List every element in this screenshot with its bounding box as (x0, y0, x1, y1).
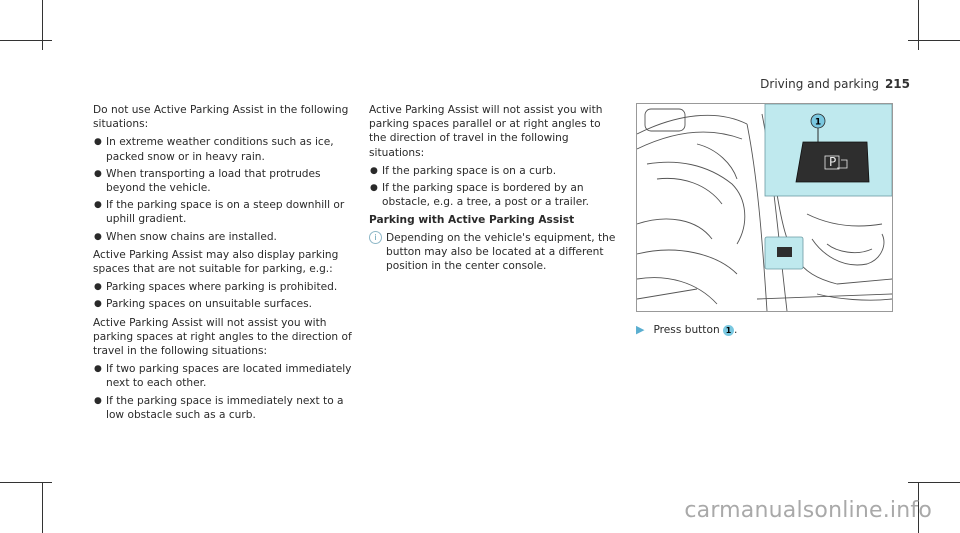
crop-mark (42, 0, 43, 50)
paragraph: Active Parking Assist will not assist you with parking spaces parallel or at right angles to the direction of travel in the following situations: (369, 104, 603, 159)
list-item: ● When transporting a load that protrudes beyond the vehicle. (94, 167, 321, 195)
section-title: Driving and parking (760, 77, 879, 91)
page-number: 215 (884, 77, 910, 91)
crop-mark (908, 482, 960, 483)
section-heading: Parking with Active Parking Assist (369, 214, 575, 227)
info-note (369, 231, 621, 274)
callout-number: 1 (814, 117, 822, 128)
play-arrow-icon: ▶ (636, 323, 645, 336)
list-item: ● If the parking space is on a curb. (370, 164, 557, 177)
bullet-icon: ● (94, 137, 102, 148)
watermark: carmanualsonline.info (684, 498, 932, 523)
center-console-illustration (636, 103, 893, 312)
list-item: ● If the parking space is immediately next to a low obstacle such as a curb. (94, 394, 344, 421)
list-item: ● When snow chains are installed. (94, 230, 277, 243)
bullet-icon: ● (94, 299, 102, 310)
bullet-icon: ● (94, 395, 102, 406)
right-angle-list (93, 362, 353, 422)
crop-mark (918, 0, 919, 50)
bullet-icon: ● (94, 168, 102, 179)
situations-list (93, 135, 353, 243)
note-text: Depending on the vehicle's equipment, the button may also be located at a different position in the center console. (386, 231, 616, 273)
bullet-icon: ● (370, 183, 378, 194)
list-item: ● If the parking space is bordered by an obstacle, e.g. a tree, a post or a trailer. (370, 182, 589, 209)
bullet-icon: ● (94, 200, 102, 211)
list-item: ● Parking spaces where parking is prohibited. (94, 281, 338, 294)
middle-column (369, 103, 621, 273)
list-item: ● If two parking spaces are located immediately next to each other. (94, 363, 352, 390)
bullet-icon: ● (94, 282, 102, 293)
info-icon: i (369, 231, 382, 244)
step-end: . (734, 324, 738, 336)
instruction-step (636, 323, 737, 337)
list-item: ● In extreme weather conditions such as ice, packed snow or in heavy rain. (94, 136, 334, 163)
callout-badge: 1 (723, 325, 734, 336)
unsuitable-list (93, 280, 353, 311)
crop-mark (0, 482, 52, 483)
crop-mark (42, 482, 43, 533)
crop-mark (908, 40, 960, 41)
left-column (93, 103, 353, 426)
bullet-icon: ● (94, 231, 102, 242)
crop-mark (0, 40, 52, 41)
paragraph: Active Parking Assist may also display parking spaces that are not suitable for parking, e.g.: (93, 248, 339, 276)
intro-paragraph: Do not use Active Parking Assist in the following situations: (93, 104, 349, 131)
page-header (760, 77, 910, 91)
list-item: ● Parking spaces on unsuitable surfaces. (94, 298, 313, 311)
paragraph: Active Parking Assist will not assist you with parking spaces at right angles to the direction of travel in the following situations: (93, 316, 352, 358)
step-text: Press button (653, 324, 720, 336)
bullet-icon: ● (370, 165, 378, 176)
parallel-list (369, 164, 621, 210)
list-item: ● If the parking space is on a steep downhill or uphill gradient. (94, 199, 345, 226)
bullet-icon: ● (94, 364, 102, 375)
console-drawing (637, 104, 892, 311)
button-location (777, 247, 792, 257)
parking-button-symbol: P (829, 155, 837, 169)
